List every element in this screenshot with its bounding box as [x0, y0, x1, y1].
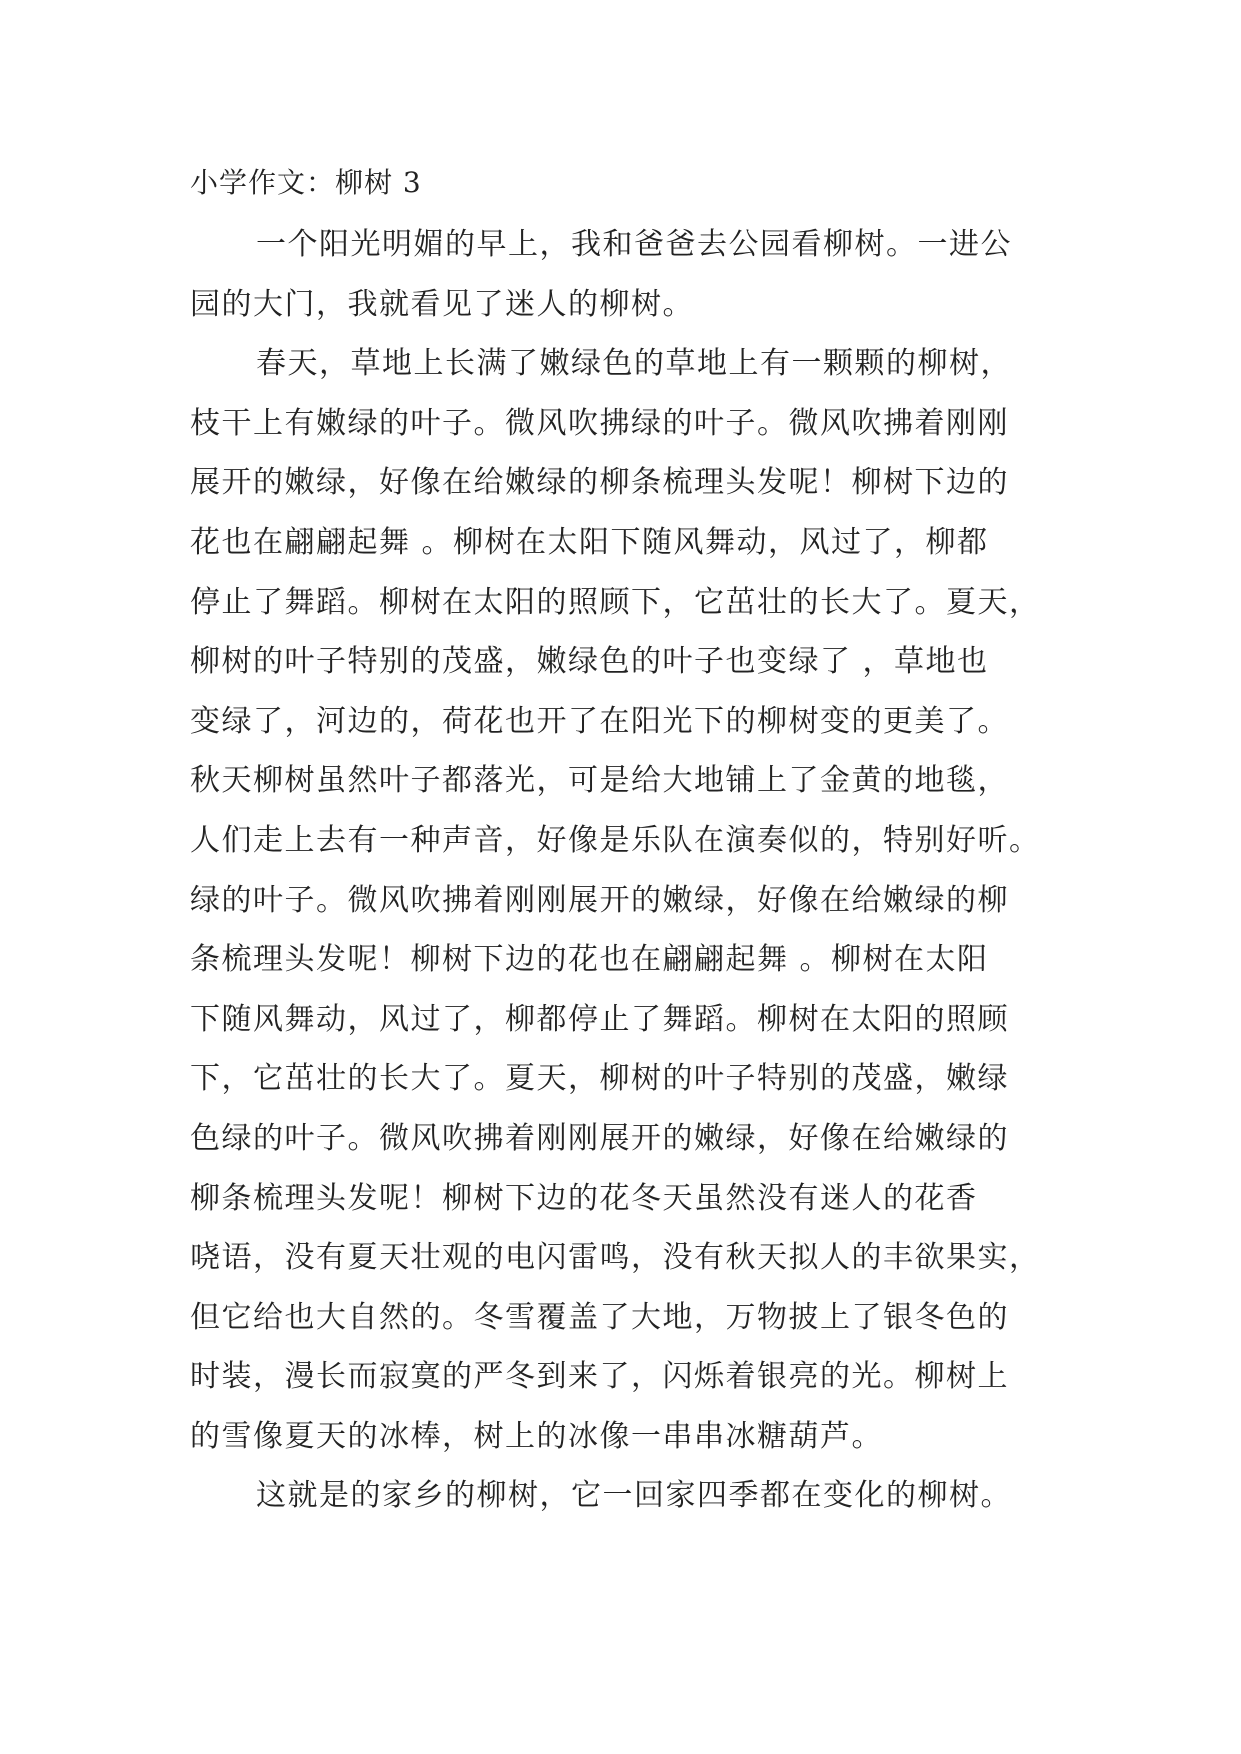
- text-line: 下，它茁壮的长大了。夏天，柳树的叶子特别的茂盛，嫩绿: [190, 1061, 1009, 1097]
- text-line: 条梳理头发呢！柳树下边的花也在翩翩起舞 。柳树在太阳: [190, 942, 989, 978]
- text-line: 这就是的家乡的柳树，它一回家四季都在变化的柳树。: [256, 1478, 1012, 1514]
- text-line: 秋天柳树虽然叶子都落光，可是给大地铺上了金黄的地毯，: [190, 763, 1009, 799]
- text-line: 柳条梳理头发呢！柳树下边的花冬天虽然没有迷人的花香: [190, 1180, 978, 1216]
- text-line: 哓语，没有夏天壮观的电闪雷鸣，没有秋天拟人的丰欲果实，: [190, 1240, 1041, 1276]
- text-line: 一个阳光明媚的早上，我和爸爸去公园看柳树。一进公: [256, 227, 1012, 262]
- document-body: [190, 160, 1070, 1526]
- text-line: 展开的嫩绿，好像在给嫩绿的柳条梳理头发呢！柳树下边的: [190, 465, 1009, 501]
- text-line: 枝干上有嫩绿的叶子。微风吹拂绿的叶子。微风吹拂着刚刚: [190, 405, 1009, 441]
- text-line: 但它给也大自然的。冬雪覆盖了大地，万物披上了银冬色的: [190, 1299, 1009, 1335]
- text-line: 园的大门，我就看见了迷人的柳树。: [190, 286, 694, 322]
- text-line: 花也在翩翩起舞 。柳树在太阳下随风舞动，风过了，柳都: [190, 524, 989, 560]
- text-line: 绿的叶子。微风吹拂着刚刚展开的嫩绿，好像在给嫩绿的柳: [190, 882, 1009, 918]
- text-line: 时装，漫长而寂寞的严冬到来了，闪烁着银亮的光。柳树上: [190, 1359, 1009, 1395]
- text-line: 柳树的叶子特别的茂盛，嫩绿色的叶子也变绿了 ，草地也: [190, 644, 989, 680]
- text-line: 色绿的叶子。微风吹拂着刚刚展开的嫩绿，好像在给嫩绿的: [190, 1120, 1009, 1156]
- text-line: 人们走上去有一种声音，好像是乐队在演奏似的，特别好听。: [190, 822, 1041, 858]
- text-line: 下随风舞动，风过了，柳都停止了舞蹈。柳树在太阳的照顾: [190, 1001, 1009, 1037]
- document-title: 小学作文：柳树 3: [190, 166, 422, 199]
- text-line: 变绿了，河边的，荷花也开了在阳光下的柳树变的更美了。: [190, 703, 1009, 739]
- text-line: 春天，草地上长满了嫩绿色的草地上有一颗颗的柳树，: [256, 346, 1012, 382]
- text-line: 停止了舞蹈。柳树在太阳的照顾下，它茁壮的长大了。夏天，: [190, 584, 1041, 620]
- text-line: 的雪像夏天的冰棒，树上的冰像一串串冰糖葫芦。: [190, 1418, 883, 1454]
